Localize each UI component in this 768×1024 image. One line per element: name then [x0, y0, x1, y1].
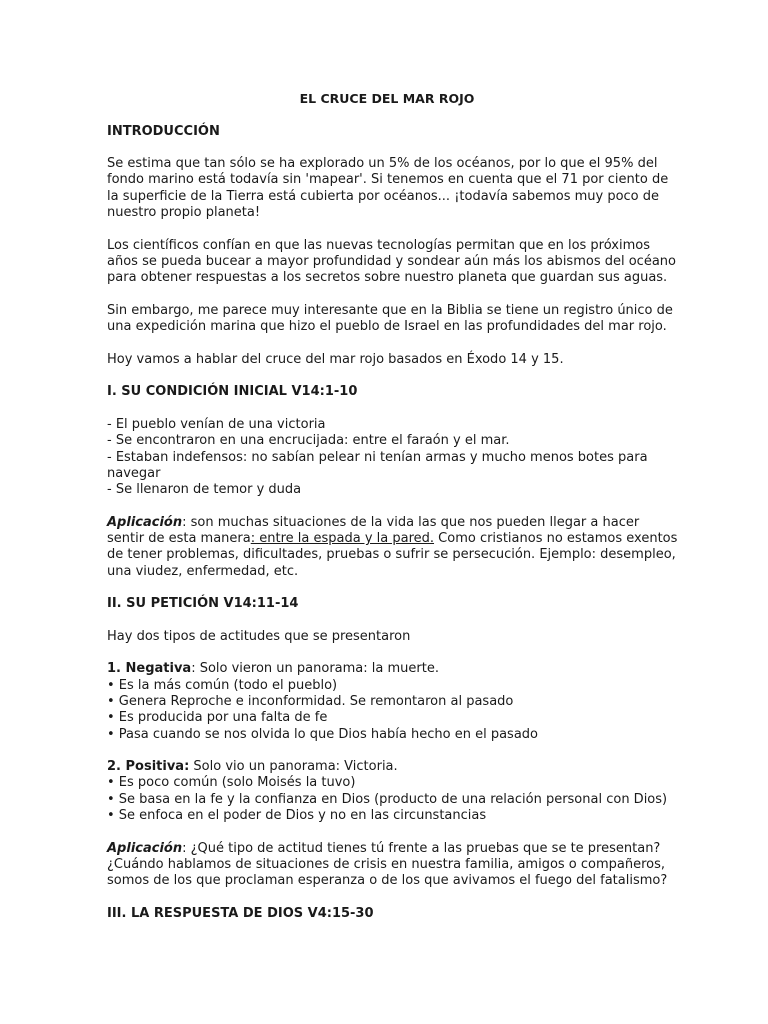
text-line: Los científicos confían en que las nuevas tecnologías permitan que en los próximos [107, 237, 650, 253]
application-text: Como cristianos no estamos exentos [434, 531, 678, 547]
list-item: • Es poco común (solo Moisés la tuvo) [107, 775, 356, 791]
section-2-application [107, 841, 667, 890]
intro-paragraph-1 [107, 156, 667, 221]
section-1-list [107, 417, 667, 498]
application-text: : son muchas situaciones de la vida las que nos pueden llegar a hacer [182, 514, 640, 530]
negative-label: 1. Negativa [107, 661, 192, 677]
intro-paragraph-2 [107, 237, 676, 287]
negative-text: : Solo vieron un panorama: la muerte. [191, 661, 439, 677]
text-line: Hay dos tipos de actitudes que se presentaron [107, 628, 411, 644]
text-line [107, 661, 667, 677]
section-1-application [107, 514, 678, 580]
underlined-phrase: : entre la espada y la pared. [250, 531, 435, 547]
positive-attitude [107, 759, 667, 824]
document-title: EL CRUCE DEL MAR ROJO [299, 91, 475, 106]
text-line: la superficie de la Tierra está cubierta por océanos... ¡todavía sabemos muy poco de [107, 188, 660, 204]
text-line [107, 515, 667, 531]
text-line [107, 531, 678, 547]
section-2-intro [107, 629, 667, 645]
list-item: • Se basa en la fe y la confianza en Dios (producto de una relación personal con Dios) [107, 791, 668, 807]
text-line: ¿Cuándo hablamos de situaciones de crisis en nuestra familia, amigos o compañeros, [107, 856, 666, 872]
application-text: : ¿Qué tipo de actitud tienes tú frente a las pruebas que se te presentan? [182, 840, 661, 856]
list-item: • Se enfoca en el poder de Dios y no en las circunstancias [107, 808, 487, 824]
list-item: - Se llenaron de temor y duda [107, 482, 302, 498]
text-line: de tener problemas, dificultades, pruebas o sufrir se persecución. Ejemplo: desempleo, [107, 547, 676, 563]
document-page [107, 91, 678, 938]
application-text: sentir de esta manera [107, 531, 251, 547]
section-1-heading: I. SU CONDICIÓN INICIAL V14:1-10 [107, 384, 358, 400]
text-line: Hoy vamos a hablar del cruce del mar rojo basados en Éxodo 14 y 15. [107, 351, 564, 367]
list-item: - Se encontraron en una encrucijada: entre el faraón y el mar. [107, 433, 510, 449]
positive-text: Solo vio un panorama: Victoria. [189, 759, 398, 775]
list-item: • Genera Reproche e inconformidad. Se remontaron al pasado [107, 693, 514, 709]
text-line: Sin embargo, me parece muy interesante que en la Biblia se tiene un registro único de [107, 302, 673, 318]
list-item: navegar [107, 465, 161, 481]
text-line [107, 841, 667, 857]
list-item: • Pasa cuando se nos olvida lo que Dios había hecho en el pasado [107, 726, 538, 742]
text-line: nuestro propio planeta! [107, 205, 261, 221]
text-line: fondo marino está todavía sin 'mapear'. Si tenemos en cuenta que el 71 por ciento de [107, 172, 669, 188]
list-item: • Es producida por una falta de fe [107, 710, 328, 726]
list-item: - Estaban indefensos: no sabían pelear ni tenían armas y mucho menos botes para [107, 449, 648, 465]
text-line: años se pueda bucear a mayor profundidad y sondear aún más los abismos del océano [107, 253, 676, 269]
text-line [107, 759, 667, 775]
section-2-heading: II. SU PETICIÓN V14:11-14 [107, 596, 299, 612]
text-line: Se estima que tan sólo se ha explorado un 5% de los océanos, por lo que el 95% del [107, 156, 658, 172]
text-line: una viudez, enfermedad, etc. [107, 563, 299, 579]
list-item: - El pueblo venían de una victoria [107, 416, 326, 432]
application-label: Aplicación [107, 840, 183, 856]
text-line: somos de los que proclaman esperanza o de los que avivamos el fuego del fatalismo? [107, 873, 668, 889]
intro-paragraph-4 [107, 352, 667, 368]
section-3-heading: III. LA RESPUESTA DE DIOS V4:15-30 [107, 905, 374, 921]
intro-heading: INTRODUCCIÓN [107, 123, 220, 139]
text-line: para obtener respuestas a los secretos sobre nuestro planeta que guardan sus aguas. [107, 270, 668, 286]
intro-paragraph-3 [107, 302, 673, 336]
negative-attitude [107, 661, 667, 742]
application-label: Aplicación [107, 514, 183, 530]
positive-label: 2. Positiva: [107, 759, 190, 775]
list-item: • Es la más común (todo el pueblo) [107, 677, 338, 693]
text-line: una expedición marina que hizo el pueblo de Israel en las profundidades del mar rojo. [107, 319, 667, 335]
